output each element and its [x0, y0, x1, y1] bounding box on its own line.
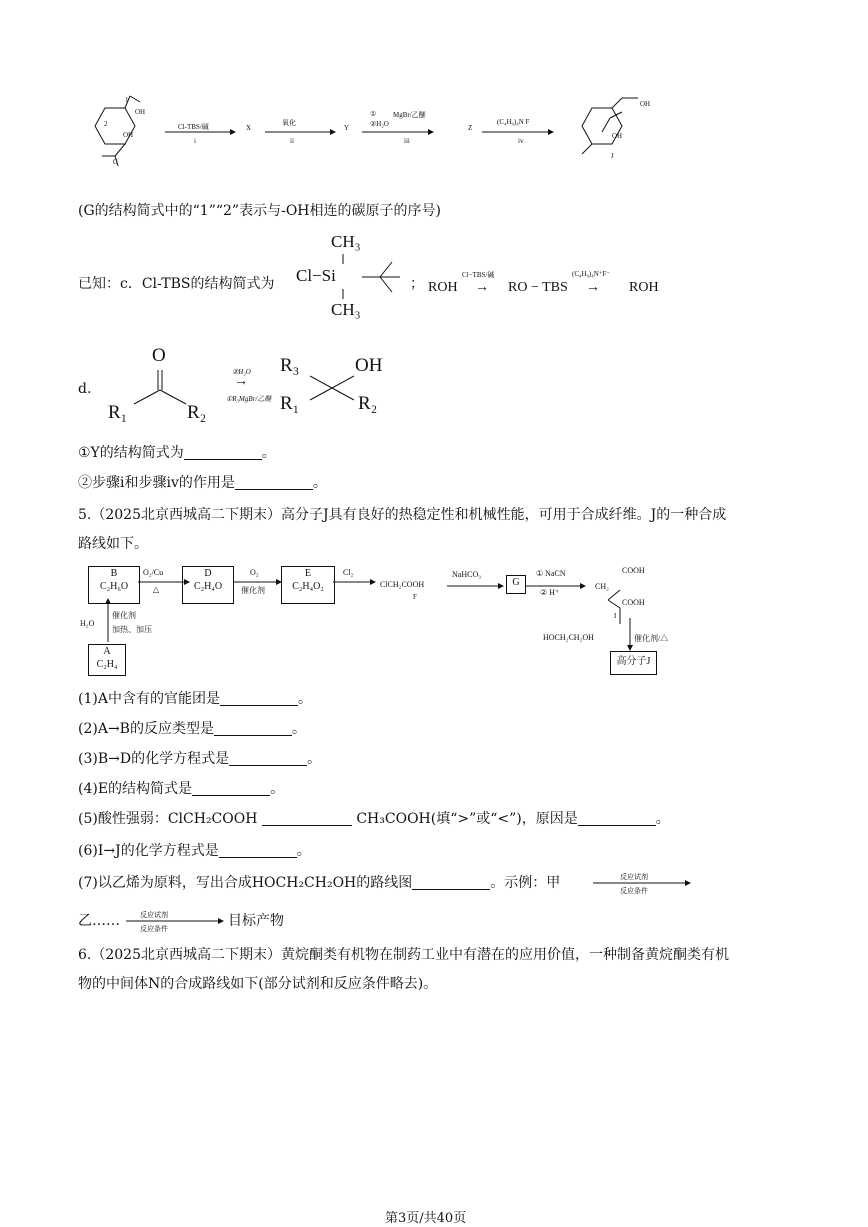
box-polymer-label: 高分子J: [616, 656, 651, 667]
ketone-r1: R₁: [108, 402, 128, 423]
answer-blank[interactable]: [214, 721, 292, 736]
known-d-label: d.: [78, 381, 92, 397]
q5-2-end: 。: [291, 721, 306, 737]
q5-4-text: (4)E的结构简式是: [78, 781, 193, 797]
problem5-header: 5.（2025北京西城高二下期末）高分子J具有良好的热稳定性和机械性能，可用于合成纤维。J的一种合成: [78, 507, 727, 523]
cl-tbs-cl-si: Cl−Si: [296, 266, 336, 285]
answer-blank[interactable]: [235, 475, 313, 490]
problem6-line1: 6.（2025北京西城高二下期末）黄烷酮类有机物在制药工业中有潜在的应用价值，一种制备黄烷酮类有机: [78, 947, 729, 963]
page-footer: 第3页/共40页: [385, 1211, 467, 1226]
known-c-prefix: 已知：c．Cl-TBS的结构简式为: [78, 276, 275, 292]
question-step-end: 。: [312, 475, 327, 491]
cl-tbs-ch3-top: CH₃: [331, 232, 361, 251]
q5-2: [78, 719, 306, 739]
box-d: [182, 566, 234, 604]
cond-fg: NaHCO₃: [452, 570, 482, 579]
problem5-scheme-drawing: [80, 560, 700, 680]
box-g: [506, 575, 526, 594]
step-iii-reagent2: ②H₂O: [370, 120, 389, 128]
product-oh: OH: [355, 355, 383, 376]
cond-ab-right2: 加热、加压: [112, 625, 152, 634]
box-e-label: E: [304, 568, 312, 579]
known-c-roh2: ROH: [629, 280, 659, 295]
cond-de-bottom: 催化剂: [241, 586, 265, 595]
step-iv-label: iv: [518, 137, 524, 145]
q5-6-text: (6)I→J的化学方程式是: [78, 843, 219, 859]
ketone-o: O: [152, 345, 166, 366]
cond-bd-bottom: △: [153, 585, 160, 594]
q5-7-mid: 。示例：甲: [490, 875, 561, 891]
step-iv-reagent: (C₄H₉)₄N F: [497, 118, 530, 126]
answer-blank[interactable]: [192, 781, 270, 796]
known-c-arrow1: →: [475, 280, 489, 295]
q5-1-text: (1)A中含有的官能团是: [78, 691, 220, 707]
q5-5-text: (5)酸性强弱：ClCH₂COOH: [78, 811, 258, 827]
question-y-end: 。: [261, 445, 276, 461]
q5-6: [78, 841, 311, 861]
known-c-roh1: ROH: [428, 280, 458, 295]
box-e-formula: C₂H₄O₂: [292, 581, 324, 592]
scheme-g-to-j-drawing: [70, 88, 790, 188]
q5-5-mid: CH₃COOH(填“>”或“<”)，原因是: [356, 811, 578, 827]
cond-ef: Cl₂: [343, 568, 354, 577]
compound-f: ClCH₂COOH: [380, 580, 425, 589]
q5-4: [78, 779, 284, 799]
step-i-label: i: [194, 137, 196, 145]
cl-tbs-ch3-bottom: CH₃: [331, 300, 361, 319]
q5-7-arrow-top: 反应试剂: [620, 873, 648, 881]
step-i-reagent: Cl-TBS/碱: [178, 123, 209, 131]
step-iii-label: iii: [404, 137, 410, 145]
step-iii-reagent1: ①: [370, 110, 377, 118]
box-a-label: A: [103, 646, 111, 657]
intermediate-x: X: [246, 124, 252, 132]
box-b-formula: C₂H₆O: [99, 581, 129, 592]
compound-g-label: G: [113, 158, 119, 166]
step-ii-reagent: 氧化: [282, 119, 296, 127]
box-polymer-j: [610, 651, 657, 675]
i-cooh-top: COOH: [622, 566, 645, 575]
problem5-header2: 路线如下。: [78, 536, 148, 552]
question-y-structure: [78, 443, 276, 463]
known-c-arrow2: →: [586, 280, 600, 295]
step-iii-reagent1b: MgBr/乙醚: [393, 111, 426, 119]
cond-de-top: O₂: [250, 568, 259, 577]
known-c-ro-tbs: RO − TBS: [508, 280, 568, 295]
q5-7-line2-text: 乙……: [78, 913, 120, 929]
cond-ab-left: H₂O: [80, 619, 95, 628]
box-b: [88, 566, 140, 604]
j-oh-ring: OH: [612, 132, 623, 140]
q5-7-arrow-bottom: 反应条件: [620, 887, 648, 895]
g-oh-ring: OH: [123, 131, 134, 139]
product-r2: R₂: [358, 393, 378, 414]
box-e: [281, 566, 335, 604]
q5-7-line2-arrow-top: 反应试剂: [140, 911, 168, 919]
q5-7-arrow: [593, 878, 693, 888]
product-r1: R₁: [280, 393, 300, 414]
g-number-1: 1: [125, 96, 129, 104]
box-d-formula: C₂H₄O: [193, 581, 223, 592]
q5-7-line2: [78, 911, 120, 931]
intermediate-y: Y: [344, 124, 350, 132]
q5-3-text: (3)B→D的化学方程式是: [78, 751, 230, 767]
answer-blank[interactable]: [578, 811, 656, 826]
g-oh-top: OH: [135, 108, 146, 116]
problem6-line2: 物的中间体N的合成路线如下(部分试剂和反应条件略去)。: [78, 976, 438, 992]
box-a-formula: C₂H₄: [96, 659, 118, 670]
note-g: (G的结构简式中的“1”“2”表示与-OH相连的碳原子的序号): [78, 203, 441, 219]
j-oh-top: OH: [640, 100, 651, 108]
cond-bd-top: O₂/Cu: [143, 568, 164, 577]
known-c-above1: Cl−TBS/碱: [462, 271, 495, 279]
i-cooh-bottom: COOH: [622, 598, 645, 607]
answer-blank[interactable]: [229, 751, 307, 766]
known-d-below: ①R₃MgBr/乙醚: [226, 395, 272, 403]
cond-gi-top: ① NaCN: [536, 569, 566, 578]
box-d-label: D: [204, 568, 212, 579]
known-c-sep: ；: [410, 276, 424, 292]
box-b-label: B: [110, 568, 118, 579]
answer-blank[interactable]: [220, 691, 298, 706]
i-ch2: CH₂: [595, 582, 609, 591]
cond-ab-right1: 催化剂: [112, 611, 136, 620]
q5-3: [78, 749, 321, 769]
question-step-text: ②步骤i和步骤iv的作用是: [78, 475, 235, 491]
compound-i-label: I: [614, 612, 617, 620]
intermediate-z: Z: [468, 124, 473, 132]
question-step-purpose: [78, 473, 327, 493]
g-number-2: 2: [104, 120, 108, 128]
answer-blank[interactable]: [219, 843, 297, 858]
step-ii-label: ii: [290, 137, 294, 145]
q5-5-end: 。: [655, 811, 670, 827]
compound-j-label: J: [611, 152, 614, 160]
tert-butyl-drawing: [340, 254, 420, 304]
q5-4-end: 。: [270, 781, 285, 797]
answer-blank[interactable]: [262, 811, 352, 826]
q5-7-text: (7)以乙烯为原料，写出合成HOCH₂CH₂OH的路线图: [78, 875, 413, 891]
answer-blank[interactable]: [412, 875, 490, 890]
q5-3-end: 。: [307, 751, 322, 767]
q5-7-line2-end: 目标产物: [228, 913, 284, 929]
box-g-label: G: [512, 577, 520, 588]
product-r3: R₃: [280, 355, 300, 376]
compound-f-label: F: [413, 593, 417, 601]
q5-7: [78, 873, 560, 893]
cond-gi-bottom: ② H⁺: [540, 588, 560, 597]
answer-blank[interactable]: [184, 445, 262, 460]
q5-1-end: 。: [297, 691, 312, 707]
known-d-arrow: →: [234, 374, 248, 389]
glycol: HOCH₂CH₂OH: [543, 633, 594, 642]
q5-6-end: 。: [296, 843, 311, 859]
box-a: [88, 644, 126, 676]
q5-7-line2-arrow: [126, 916, 226, 926]
known-c-above2: (C₄H₉)₄N⁺F⁻: [572, 270, 611, 278]
question-y-text: ①Y的结构简式为: [78, 445, 184, 461]
q5-7-line2-arrow-bottom: 反应条件: [140, 925, 168, 933]
cond-ij: 催化剂/△: [634, 634, 669, 643]
q5-5: [78, 809, 670, 829]
ketone-r2: R₂: [187, 402, 207, 423]
q5-2-text: (2)A→B的反应类型是: [78, 721, 214, 737]
known-d-above: ②H₂O: [232, 368, 251, 376]
q5-1: [78, 689, 312, 709]
